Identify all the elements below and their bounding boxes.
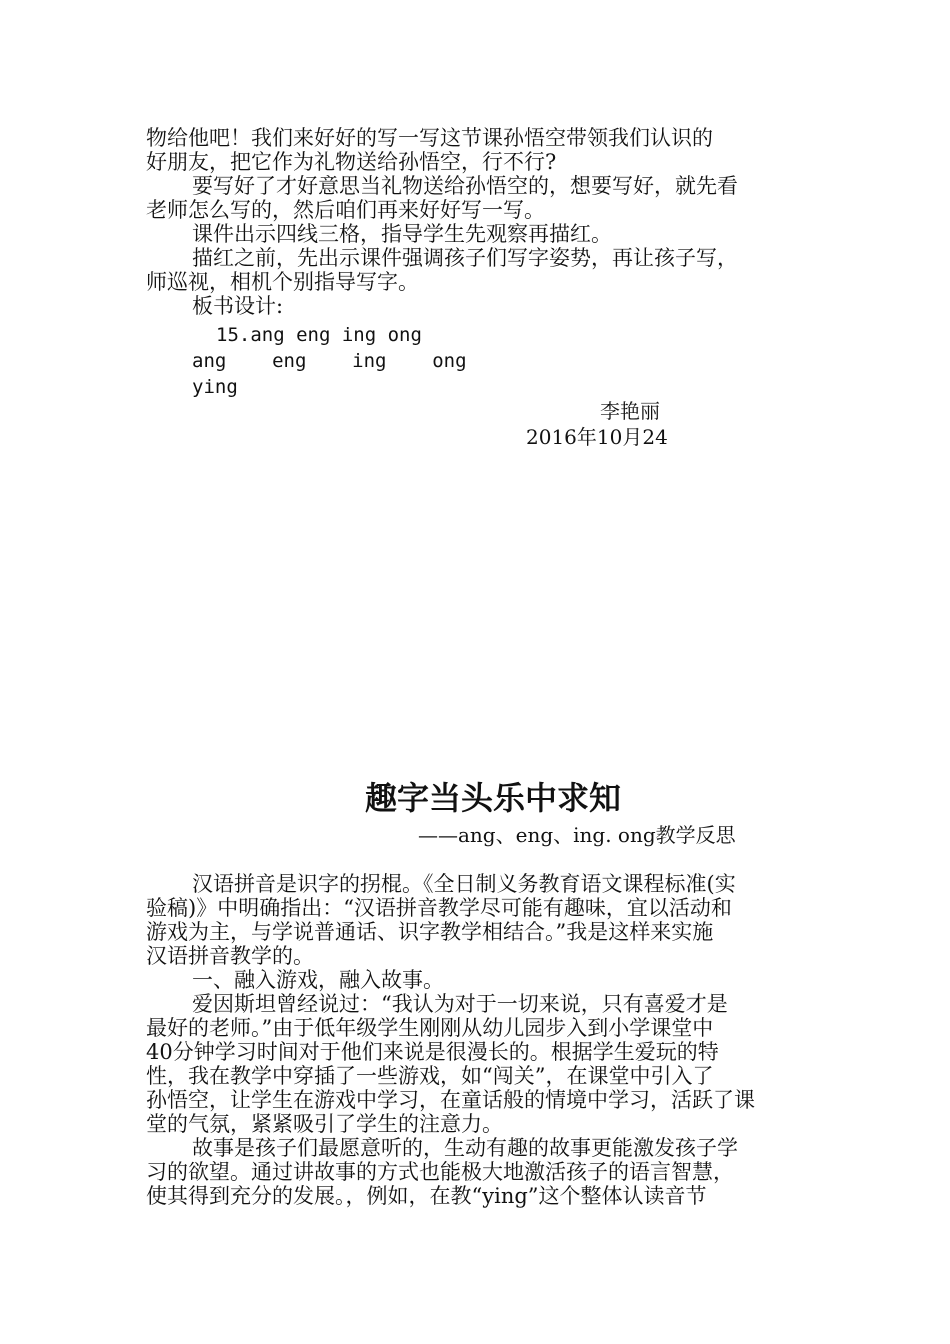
section-heading: 一、融入游戏，融入故事。 — [192, 968, 444, 992]
paragraph-line: 汉语拼音是识字的拐棍。《全日制义务教育语文课程标准(实 — [192, 872, 736, 896]
lesson-plan-ending — [146, 126, 806, 318]
signature-date: 2016年10月24 — [526, 425, 668, 449]
board-design-heading: 板书设计: — [192, 294, 284, 318]
paragraph-line: 描红之前，先出示课件强调孩子们写字姿势，再让孩子写， — [192, 246, 738, 270]
paragraph-line: 游戏为主，与学说普通话、识字教学相结合。”我是这样来实施 — [146, 920, 714, 944]
paragraph-line: 课件出示四线三格，指导学生先观察再描红。 — [192, 222, 612, 246]
paragraph-line: 习的欲望。通过讲故事的方式也能极大地激活孩子的语言智慧， — [146, 1160, 734, 1184]
paragraph-line: 师巡视，相机个别指导写字。 — [146, 270, 419, 294]
paragraph-line: 40分钟学习时间对于他们来说是很漫长的。根据学生爱玩的特 — [146, 1040, 719, 1064]
paragraph-line: 性，我在教学中穿插了一些游戏，如“闯关”，在课堂中引入了 — [146, 1064, 714, 1088]
paragraph-line: 验稿)》中明确指出：“汉语拼音教学尽可能有趣味，宜以活动和 — [146, 896, 732, 920]
article-title: 趣字当头乐中求知 — [364, 779, 621, 817]
paragraph-line: 好朋友，把它作为礼物送给孙悟空，行不行? — [146, 150, 557, 174]
paragraph-line: 爱因斯坦曾经说过：“我认为对于一切来说，只有喜爱才是 — [192, 992, 728, 1016]
article-body — [146, 872, 806, 1208]
paragraph-line: 最好的老师。”由于低年级学生刚刚从幼儿园步入到小学课堂中 — [146, 1016, 714, 1040]
paragraph-line: 故事是孩子们最愿意听的，生动有趣的故事更能激发孩子学 — [192, 1136, 738, 1160]
board-title: 15.ang eng ing ong — [216, 324, 422, 346]
paragraph-line: 孙悟空，让学生在游戏中学习，在童话般的情境中学习，活跃了课 — [146, 1088, 755, 1112]
board-design — [146, 322, 806, 400]
paragraph-line: 物给他吧！我们来好好的写一写这节课孙悟空带领我们认识的 — [146, 126, 713, 150]
paragraph-line: 老师怎么写的，然后咱们再来好好写一写。 — [146, 198, 545, 222]
paragraph-line: 堂的气氛，紧紧吸引了学生的注意力。 — [146, 1112, 503, 1136]
article-subtitle: ——ang、eng、ing. ong教学反思 — [418, 823, 736, 847]
author-name: 李艳丽 — [600, 399, 660, 423]
board-extra: ying — [192, 376, 238, 398]
board-row: ang eng ing ong — [192, 350, 467, 372]
paragraph-line: 使其得到充分的发展。，例如，在教“ying”这个整体认读音节 — [146, 1184, 707, 1208]
paragraph-line: 要写好了才好意思当礼物送给孙悟空的，想要写好，就先看 — [192, 174, 738, 198]
paragraph-line: 汉语拼音教学的。 — [146, 944, 314, 968]
